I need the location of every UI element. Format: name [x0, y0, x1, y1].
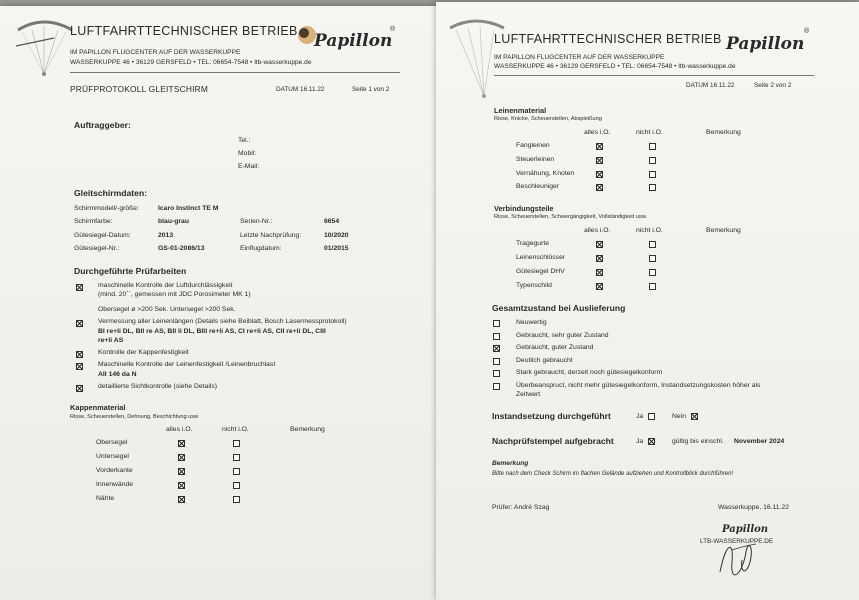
visual-check-text: detaillierte Sichtkontrolle (siehe Details) — [98, 383, 217, 390]
connectors-nok-checkbox[interactable] — [649, 269, 656, 276]
connectors-row-leinenschloesser: Leinenschlösser — [516, 253, 716, 264]
mobil-label: Mobil: — [238, 150, 257, 157]
repair-yes-label: Ja — [636, 413, 644, 420]
lines-col-nok: nicht i.O. — [636, 129, 663, 136]
canopy-nok-checkbox[interactable] — [233, 440, 240, 447]
seal-number-value: GS-01-2086/13 — [158, 245, 205, 252]
connectors-nok-checkbox[interactable] — [649, 283, 656, 290]
canopy-ok-checkbox[interactable] — [178, 496, 185, 503]
address-line-1: IM PAPILLON FLUGCENTER AUF DER WASSERKUPPE — [494, 54, 665, 61]
canopy-row-untersegel: Untersegel — [96, 452, 296, 463]
lines-nok-checkbox[interactable] — [649, 171, 656, 178]
glider-data-heading: Gleitschirmdaten: — [74, 188, 148, 198]
connectors-ok-checkbox[interactable] — [596, 269, 603, 276]
lines-ok-checkbox[interactable] — [596, 184, 603, 191]
lines-col-remark: Bemerkung — [706, 129, 741, 136]
connectors-row-tragegurte: Tragegurte — [516, 239, 716, 250]
tel-label: Tel.: — [238, 137, 251, 144]
stamp-yes-checkbox[interactable] — [648, 438, 655, 445]
address-line-1: IM PAPILLON FLUGCENTER AUF DER WASSERKUPPE — [70, 49, 241, 56]
document-date: DATUM 16.11.22 — [276, 86, 325, 93]
lines-ok-checkbox[interactable] — [596, 143, 603, 150]
connectors-row-guetesiegel: Gütesiegel DHV — [516, 267, 716, 278]
protocol-page-2: LUFTFAHRTTECHNISCHER BETRIEB Papillon ® IM PAPILLON FLUGCENTER AUF DER WASSERKUPPE WASSERKUPPE 46 • 36129 GERSFELD • TEL: 06654-7548 • ltb-wasserkuppe.de DATUM 16.11.22 Seite 2 von 2 Leinenmaterial Risse, Knicke, Scheuerstellen, Abspleißung alles i.O. nicht i.O. Bemerkung Fangleinen Steuerleinen Vernähung, Knoten Beschleuniger Verbindungsteile Risse, Scheuerstellen, Schwergängigkeit, Vollständigkeit usw. alles i.O. nicht i.O. Bemerkung Tragegurte Leinenschlösser Gütesiegel DHV Typenschild Gesamtzustand bei Auslieferung Neuwertig Gebraucht, sehr guter Zustand Gebraucht, guter Zustand Deutlich gebraucht Stark gebraucht, derzeit noch gütesiegelkonform Überbeanspruct, nicht mehr gütesiegelkonform, Instandsetzungskosten höher als Zeitwert Instandsetzung durchgeführt Ja Nein Nachprüfstempel aufgebracht Ja gültig bis einschl. November 2024 Bemerkung Bitte nach dem Check Schirm im flachen Gelände aufziehen und Kontrollblick durchführen! Wasserkuppe, 16.11.22 Prüfer: André Szag Papillon LTB-WASSERKUPPE.DE — [436, 2, 859, 600]
lines-subheading: Risse, Knicke, Scheuerstellen, Abspleißung — [494, 116, 602, 122]
connectors-heading: Verbindungsteile — [494, 204, 554, 213]
lines-row-fangleinen: Fangleinen — [516, 141, 716, 152]
email-label: E-Mail: — [238, 163, 260, 170]
remark-text: Bitte nach dem Check Schirm im flachen Gelände aufziehen und Kontrollblick durchführen! — [492, 471, 734, 477]
lines-heading: Leinenmaterial — [494, 106, 547, 115]
condition-overstressed-checkbox[interactable] — [493, 383, 500, 390]
seal-date-label: Gütesiegel-Datum: — [74, 232, 131, 239]
protocol-page-1: LUFTFAHRTTECHNISCHER BETRIEB Papillon ® IM PAPILLON FLUGCENTER AUF DER WASSERKUPPE WASSERKUPPE 46 • 36129 GERSFELD • TEL: 06654-7548 • ltb-wasserkuppe.de PRÜFPROTOKOLL GLEITSCHIRM DATUM 16.11.22 Seite 1 von 2 Auftraggeber: Tel.: Mobil: E-Mail: Gleitschirmdaten: Schirmmodell/-größe: Icaro Instinct TE M Schirmfarbe: blau-grau Serien-Nr.: 6654 Gütesiegel-Datum: 2013 Letzte Nachprüfung: 10/2020 Gütesiegel-Nr.: GS-01-2086/13 Einflugdatum: 01/2015 Durchgeführte Prüfarbeiten maschinelle Kontrolle der Luftdurchlässigkeit (mind. 20´´, gemessen mit JDC Porosimeter MK 1) Obersegel ø >200 Sek. Untersegel >200 Sek. Vermessung aller Leinenlängen (Details siehe Beiblatt, Bosch Lasermessprotokoll) BI re+li DL, BII re AS, BII li DL, BIII re+li AS, CI re+li AS, CII re+li DL, CIII re+li AS Kontrolle der Kappenfestigkeit Maschinelle Kontrolle der Leinenfestigkeit /Leinenbruchlast AII 146 da N detaillierte Sichtkontrolle (siehe Details) Kappenmaterial Risse, Scheuerstellen, Dehnung, Beschichtung usw alles i.O. nicht i.O. Bemerkung Obersegel Untersegel Vorderkante Innenwände Nähte — [0, 6, 440, 600]
line-measure-text-3: re+li AS — [98, 337, 124, 344]
company-name: LUFTFAHRTTECHNISCHER BETRIEB — [494, 32, 722, 46]
canopy-col-nok: nicht i.O. — [222, 426, 249, 433]
condition-option-good: Gebraucht, guter Zustand — [516, 344, 594, 351]
last-check-label: Letzte Nachprüfung: — [240, 232, 302, 239]
inspector-name: Prüfer: André Szag — [492, 504, 550, 511]
signature — [712, 532, 762, 580]
page-number: Seite 2 von 2 — [754, 82, 792, 89]
condition-option-new: Neuwertig — [516, 319, 547, 326]
repair-no-checkbox[interactable] — [691, 413, 698, 420]
condition-heavily-used-checkbox[interactable] — [493, 370, 500, 377]
canopy-nok-checkbox[interactable] — [233, 482, 240, 489]
canopy-row-obersegel: Obersegel — [96, 438, 296, 449]
color-value: blau-grau — [158, 218, 189, 225]
condition-option-overstressed-2: Zeitwert — [516, 391, 541, 398]
condition-option-overstressed-1: Überbeanspruct, nicht mehr gütesiegelkonform, Instandsetzungskosten höher als — [516, 382, 761, 389]
canopy-ok-checkbox[interactable] — [178, 482, 185, 489]
repair-label: Instandsetzung durchgeführt — [492, 411, 611, 421]
document-date: DATUM 16.11.22 — [686, 82, 735, 89]
canopy-nok-checkbox[interactable] — [233, 454, 240, 461]
porosity-checkbox[interactable] — [76, 284, 83, 291]
condition-used-checkbox[interactable] — [493, 358, 500, 365]
canopy-row-vorderkante: Vorderkante — [96, 466, 296, 477]
canopy-ok-checkbox[interactable] — [178, 440, 185, 447]
cap-check-text: Kontrolle der Kappenfestigkeit — [98, 349, 189, 356]
lines-nok-checkbox[interactable] — [649, 157, 656, 164]
line-measure-text-2: BI re+li DL, BII re AS, BII li DL, BIII re+li AS, CI re+li AS, CII re+li DL, CIII — [98, 328, 326, 335]
condition-heading: Gesamtzustand bei Auslieferung — [492, 303, 626, 313]
company-name: LUFTFAHRTTECHNISCHER BETRIEB — [70, 24, 298, 38]
serial-label: Serien-Nr.: — [240, 218, 273, 225]
lines-row-vernaehung: Vernähung, Knoten — [516, 169, 716, 180]
lines-row-steuerleinen: Steuerleinen — [516, 155, 716, 166]
seal-number-label: Gütesiegel-Nr.: — [74, 245, 120, 252]
porosity-text-1: maschinelle Kontrolle der Luftdurchlässigkeit — [98, 282, 233, 289]
line-measure-checkbox[interactable] — [76, 320, 83, 327]
canopy-col-remark: Bemerkung — [290, 426, 325, 433]
client-heading: Auftraggeber: — [74, 120, 131, 130]
canopy-nok-checkbox[interactable] — [233, 496, 240, 503]
condition-option-heavily-used: Stark gebraucht, derzeit noch gütesiegelkonform — [516, 369, 663, 376]
condition-option-very-good: Gebraucht, sehr guter Zustand — [516, 332, 609, 339]
lines-nok-checkbox[interactable] — [649, 143, 656, 150]
connectors-nok-checkbox[interactable] — [649, 255, 656, 262]
repair-no-label: Nein — [672, 413, 686, 420]
lines-nok-checkbox[interactable] — [649, 184, 656, 191]
connectors-ok-checkbox[interactable] — [596, 255, 603, 262]
last-check-value: 10/2020 — [324, 232, 349, 239]
porosity-text-2: (mind. 20´´, gemessen mit JDC Porosimeter MK 1) — [98, 291, 251, 298]
stamp-valid-text: gültig bis einschl. — [672, 438, 724, 445]
condition-good-checkbox[interactable] — [493, 345, 500, 352]
connectors-nok-checkbox[interactable] — [649, 241, 656, 248]
first-flight-label: Einflugdatum: — [240, 245, 282, 252]
connectors-subheading: Risse, Scheuerstellen, Schwergängigkeit, Vollständigkeit usw. — [494, 214, 647, 220]
connectors-col-ok: alles i.O. — [584, 227, 611, 234]
place-date: Wasserkuppe, 16.11.22 — [718, 504, 790, 511]
remark-heading: Bemerkung — [492, 460, 529, 467]
stamp-label: Nachprüfstempel aufgebracht — [492, 436, 614, 446]
canopy-subheading: Risse, Scheuerstellen, Dehnung, Beschichtung usw — [70, 414, 199, 420]
lines-ok-checkbox[interactable] — [596, 171, 603, 178]
lines-ok-checkbox[interactable] — [596, 157, 603, 164]
connectors-row-typenschild: Typenschild — [516, 281, 716, 292]
canopy-row-innenwaende: Innenwände — [96, 480, 296, 491]
document-title: PRÜFPROTOKOLL GLEITSCHIRM — [70, 84, 209, 94]
model-value: Icaro Instinct TE M — [158, 205, 219, 212]
checks-heading: Durchgeführte Prüfarbeiten — [74, 266, 187, 276]
canopy-row-naehte: Nähte — [96, 494, 296, 505]
condition-very-good-checkbox[interactable] — [493, 333, 500, 340]
canopy-heading: Kappenmaterial — [70, 403, 126, 412]
stamp-yes-label: Ja — [636, 438, 644, 445]
connectors-col-remark: Bemerkung — [706, 227, 741, 234]
header-divider — [70, 72, 400, 73]
connectors-col-nok: nicht i.O. — [636, 227, 663, 234]
canopy-ok-checkbox[interactable] — [178, 454, 185, 461]
stamp-valid-until: November 2024 — [734, 438, 785, 445]
line-measure-text-1: Vermessung aller Leinenlängen (Details siehe Beiblatt, Bosch Lasermessprotokoll) — [98, 318, 347, 325]
address-line-2: WASSERKUPPE 46 • 36129 GERSFELD • TEL: 06654-7548 • ltb-wasserkuppe.de — [70, 59, 312, 66]
lines-col-ok: alles i.O. — [584, 129, 611, 136]
header-divider — [494, 75, 814, 76]
lines-row-beschleuniger: Beschleuniger — [516, 182, 716, 193]
color-label: Schirmfarbe: — [74, 218, 113, 225]
visual-check-checkbox[interactable] — [76, 385, 83, 392]
connectors-ok-checkbox[interactable] — [596, 283, 603, 290]
stamp-text: LTB-WASSERKUPPE.DE — [700, 538, 774, 545]
condition-new-checkbox[interactable] — [493, 320, 500, 327]
repair-yes-checkbox[interactable] — [648, 413, 655, 420]
condition-option-used: Deutlich gebraucht — [516, 357, 573, 364]
paraglider-logo-icon — [14, 16, 74, 78]
address-line-2: WASSERKUPPE 46 • 36129 GERSFELD • TEL: 06654-7548 • ltb-wasserkuppe.de — [494, 63, 736, 70]
stamp-logo: Papillon — [722, 524, 769, 535]
line-strength-text-2: AII 146 da N — [98, 371, 137, 378]
canopy-col-ok: alles i.O. — [166, 426, 193, 433]
model-label: Schirmmodell/-größe: — [74, 205, 139, 212]
first-flight-value: 01/2015 — [324, 245, 349, 252]
seal-date-value: 2013 — [158, 232, 174, 239]
connectors-ok-checkbox[interactable] — [596, 241, 603, 248]
serial-value: 6654 — [324, 218, 340, 225]
page-number: Seite 1 von 2 — [352, 86, 390, 93]
line-strength-text-1: Maschinelle Kontrolle der Leinenfestigkeit /Leinenbruchlast — [98, 361, 276, 368]
line-strength-checkbox[interactable] — [76, 363, 83, 370]
porosity-result: Obersegel ø >200 Sek. Untersegel >200 Sek. — [98, 306, 236, 313]
canopy-nok-checkbox[interactable] — [233, 468, 240, 475]
canopy-ok-checkbox[interactable] — [178, 468, 185, 475]
cap-check-checkbox[interactable] — [76, 351, 83, 358]
